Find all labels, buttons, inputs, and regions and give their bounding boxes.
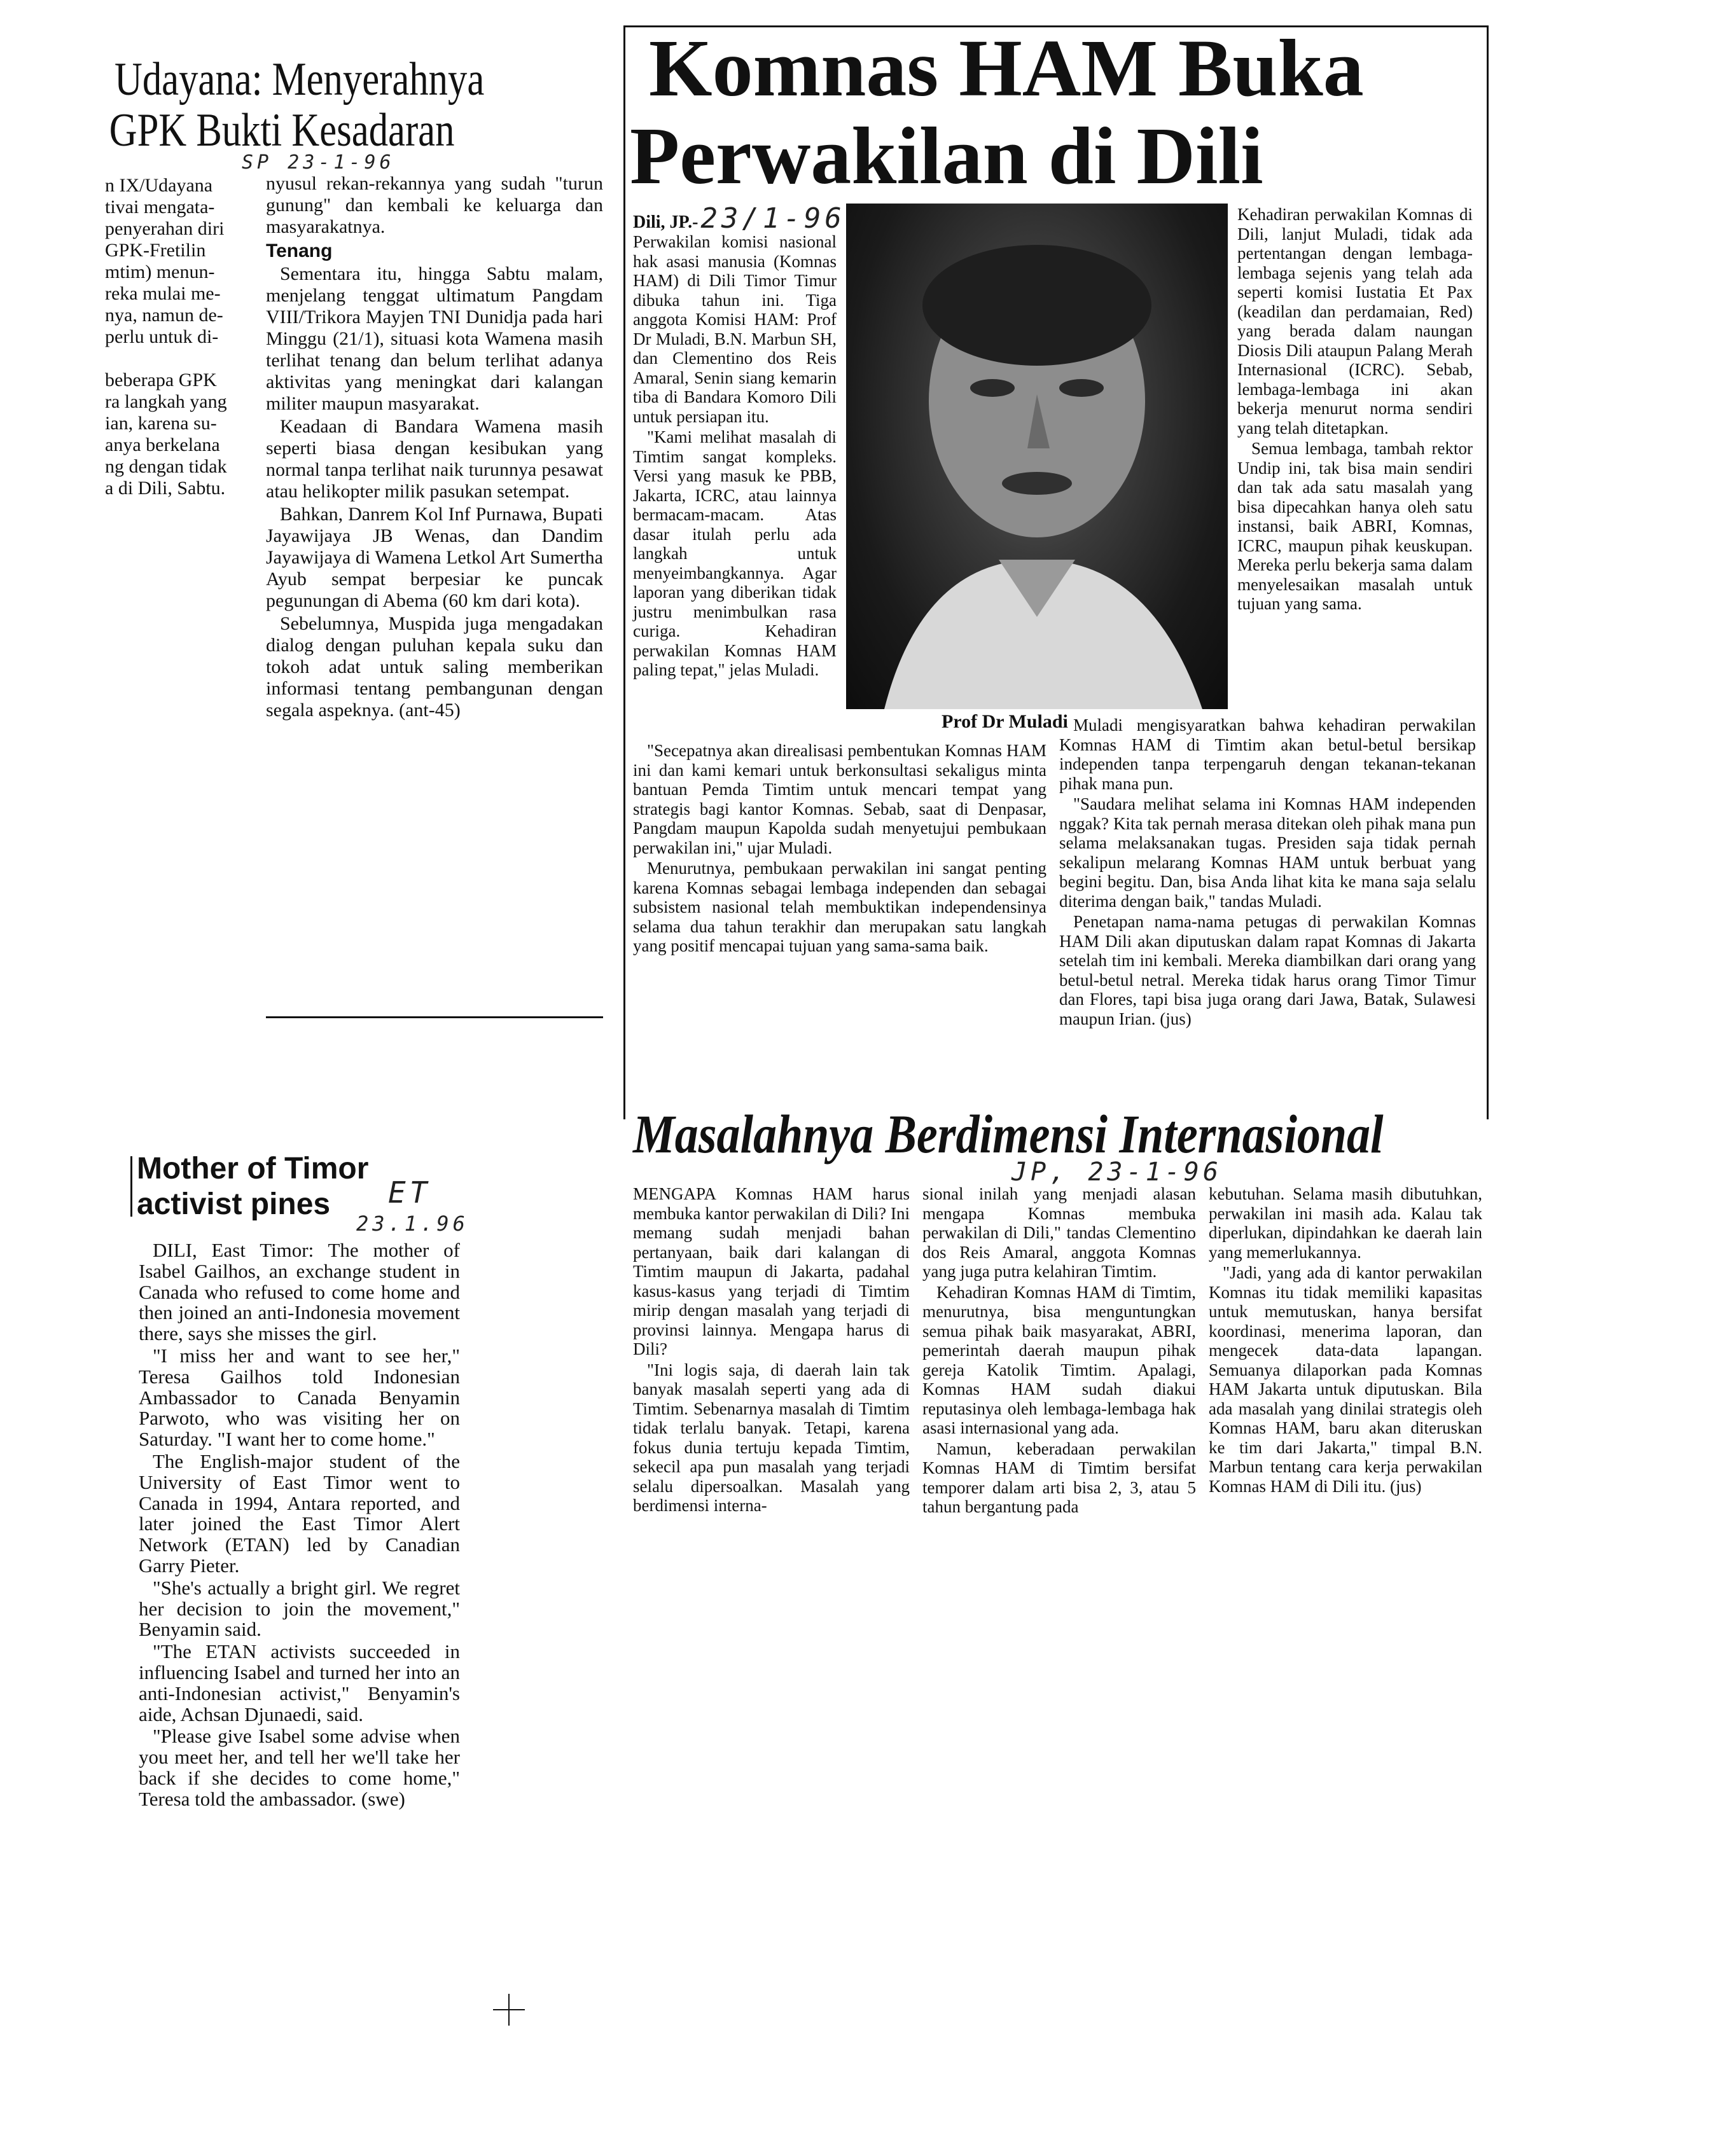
english-headline-line1: Mother of Timor: [137, 1152, 369, 1185]
left-fragment-column: [105, 175, 261, 499]
side-para: kebutuhan. Selama masih dibutuhkan, perwakilan ini masih ada. Kalau tak diperlukan, dipindahkan ke daerah lain yang memerlukannya.: [1209, 1184, 1482, 1262]
fragment-line: ra langkah yang: [105, 391, 227, 412]
side-handwritten-date: JP, 23-1-96: [1011, 1157, 1222, 1187]
portrait-illustration: [846, 204, 1228, 709]
left-para: Bahkan, Danrem Kol Inf Purnawa, Bupati Jayawijaya JB Wenas, dan Dandim Jayawijaya di Wamena Letkol Art Sumertha Ayub sempat berpesiar ke puncak pegunungan di Abema (60 km dari kota).: [266, 504, 603, 611]
main-para: Semua lembaga, tambah rektor Undip ini, tak bisa main sendiri dan tak ada satu masalah yang bisa dipecahkan hanya oleh satu instansi, baik ABRI, Komnas, ICRC, maupun pihak keuskupan. Mereka perlu bekerja sama dalam menyelesaikan masalah untuk tujuan yang sama.: [1237, 439, 1473, 613]
side-col3: [1209, 1184, 1482, 1497]
main-para: "Saudara melihat selama ini Komnas HAM independen nggak? Kita tak pernah merasa ditekan oleh pihak mana pun selama melaksanakan tugas. Presiden saja tidak pernah sekalipun melarang Komnas HAM untuk berbuat yang begini begitu. Dan, bisa Anda lihat kita ke mana saja selalu diterima dengan baik," tandas Muladi.: [1059, 794, 1476, 911]
fragment-line: ng dengan tidak: [105, 456, 227, 477]
main-col1-top: [633, 232, 837, 681]
fragment-line: ian, karena su-: [105, 413, 217, 434]
main-headline: [630, 24, 1482, 200]
english-para: "The ETAN activists succeeded in influencing Isabel and turned her into an anti-Indonesian activist," Benyamin's aide, Achsan Djunaedi, said.: [139, 1640, 460, 1725]
english-para: "Please give Isabel some advise when you meet her, and tell her we'll take her back if she decides to come home," Teresa told the ambassador. (swe): [139, 1725, 460, 1810]
main-dateline: Dili, JP.-: [633, 212, 699, 232]
side-para: "Ini logis saja, di daerah lain tak banyak masalah seperti yang ada di Timtim. Sebenarnya masalah di Timtim tidak terlalu banyak. Tetapi, karena fokus dunia tertuju kepada Timtim, sekecil apa pun masalah yang terjadi selalu dipersoalkan. Masalah yang berdimensi interna-: [633, 1360, 910, 1515]
english-headline: [137, 1151, 368, 1222]
fragment-line: beberapa GPK: [105, 370, 217, 390]
english-handwritten-tag: ET: [388, 1175, 431, 1210]
fragment-line: anya berkelana: [105, 434, 220, 455]
fragment-line: tivai mengata-: [105, 197, 215, 218]
main-headline-line2: Perwakilan di Dili: [630, 111, 1263, 201]
fragment-line: penyerahan diri: [105, 218, 225, 239]
main-para: Kehadiran perwakilan Komnas di Dili, lanjut Muladi, tidak ada pertentangan dengan lembaga-lembaga sejenis yang telah ada seperti komisi Iustatia Et Pax (keadilan dan perdamaian, Red) yang berada dalam naungan Diosis Dili ataupun Palang Merah Internasional (ICRC). Sebab, lembaga-lembaga ini akan bekerja menurut norma sendiri yang telah ditetapkan.: [1237, 205, 1473, 438]
fragment-line: reka mulai me-: [105, 283, 221, 304]
english-para: "I miss her and want to see her," Teresa Gailhos told Indonesian Ambassador to Canada Benyamin Parwoto, who was visiting her on Saturday. "I want her to come home.": [139, 1344, 460, 1451]
fragment-line: [105, 348, 261, 370]
english-para: "She's actually a bright girl. We regret her decision to join the movement," Benyamin said.: [139, 1576, 460, 1641]
left-headline: [109, 53, 522, 156]
english-para: DILI, East Timor: The mother of Isabel Gailhos, an exchange student in Canada who refused to come home and then joined an anti-Indonesia movement there, says she misses the girl.: [139, 1239, 460, 1345]
side-para: sional inilah yang menjadi alasan mengapa Komnas membuka perwakilan di Dili," tandas Clementino dos Reis Amaral, anggota Komnas yang juga putra kelahiran Timtim.: [922, 1184, 1196, 1281]
main-lead: Perwakilan komisi nasional hak asasi manusia (Komnas HAM) di Dili Timor Timur dibuka tahun ini. Tiga anggota Komisi HAM: Prof Dr Muladi, B.N. Marbun SH, dan Clementino dos Reis Amaral, Senin siang kemarin tiba di Bandara Komoro Dili untuk persiapan itu.: [633, 232, 837, 426]
main-para: Menurutnya, pembukaan perwakilan ini sangat penting karena Komnas sebagai lembaga independen dan sebagai subsistem nasional telah membuktikan independensinya selama dua tahun terakhir dan merupakan satu langkah yang positif mencapai tujuan yang sama-sama baik.: [633, 859, 1046, 955]
left-handwritten-date: SP 23-1-96: [242, 151, 395, 174]
english-column: [139, 1240, 460, 1811]
left-story-bottom-rule: [266, 1016, 603, 1018]
fragment-line: perlu untuk di-: [105, 326, 219, 347]
main-para: "Kami melihat masalah di Timtim sangat kompleks. Versi yang masuk ke PBB, Jakarta, ICRC, atau lainnya bermacam-macam. Atas dasar itulah perlu ada langkah untuk menyeimbangkannya. Agar laporan yang diberikan tidak justru menimbulkan rasa curiga. Kehadiran perwakilan Komnas HAM paling tepat," jelas Muladi.: [633, 427, 837, 679]
left-headline-line2: GPK Bukti Kesadaran: [109, 104, 455, 156]
side-headline: Masalahnya Berdimensi Internasional: [633, 1103, 1384, 1164]
main-headline-line1: Komnas HAM Buka: [649, 23, 1364, 113]
fragment-line: a di Dili, Sabtu.: [105, 478, 226, 499]
english-left-bracket: [130, 1156, 132, 1217]
muladi-photo: [846, 204, 1228, 709]
side-para: Namun, keberadaan perwakilan Komnas HAM di Timtim bersifat temporer dalam arti bisa 2, 3, atau 5 tahun bergantung pada: [922, 1439, 1196, 1516]
side-para: Kehadiran Komnas HAM di Timtim, menurutnya, bisa menguntungkan semua pihak baik masyarakat, ABRI, pemerintah daerah maupun pihak gereja Katolik Timtim. Apalagi, Komnas HAM sudah diakui reputasinya oleh lembaga-lembaga hak asasi internasional yang ada.: [922, 1282, 1196, 1437]
fragment-line: GPK-Fretilin: [105, 240, 206, 261]
main-bottom-left: [633, 741, 1046, 957]
left-para: Sebelumnya, Muspida juga mengadakan dialog dengan puluhan kepala suku dan tokoh adat untuk saling memberikan informasi tentang pembangunan dengan segala aspeknya. (ant-45): [266, 613, 603, 721]
english-handwritten-date: 23.1.96: [356, 1212, 469, 1236]
fragment-line: mtim) menun-: [105, 261, 215, 282]
crop-mark: [490, 1991, 528, 2029]
main-para: Muladi mengisyaratkan bahwa kehadiran perwakilan Komnas HAM di Timtim akan betul-betul bersikap independen tanpa terpengaruh dengan tekanan-tekanan pihak mana pun.: [1059, 715, 1476, 793]
main-box-right: [1487, 25, 1489, 1119]
main-box-left: [623, 25, 625, 1119]
main-para: "Secepatnya akan direalisasi pembentukan Komnas HAM ini dan kami kemari untuk berkonsultasi sekaligus minta bantuan Pemda Timtim untuk mencari tempat yang strategis bagi kantor Komnas. Sebab, saat di Denpasar, Pangdam maupun Kapolda sudah menyetujui pembukaan perwakilan ini," ujar Muladi.: [633, 741, 1046, 857]
left-para: Keadaan di Bandara Wamena masih seperti biasa dengan kesibukan yang normal tanpa terlihat naik turunnya pesawat atau helikopter milik pasukan setempat.: [266, 416, 603, 502]
english-headline-line2: activist pines: [137, 1187, 331, 1221]
side-para: MENGAPA Komnas HAM harus membuka kantor perwakilan di Dili? Ini memang sudah menjadi bahan pertanyaan, baik dari kalangan di Timtim maupun di Jakarta, padahal kasus-kasus yang terjadi di Timtim mirip dengan masalah yang terjadi di provinsi lainnya. Mengapa harus di Dili?: [633, 1184, 910, 1358]
english-para: The English-major student of the University of East Timor went to Canada in 1994, Antara reported, and later joined the East Timor Alert Network (ETAN) led by Canadian Garry Pieter.: [139, 1449, 460, 1577]
side-para: "Jadi, yang ada di kantor perwakilan Komnas itu tidak memiliki kapasitas untuk memutuskan, hanya bersifat koordinasi, menerima laporan, dan mengecek data-data lapangan. Semuanya dilaporkan pada Komnas HAM Jakarta untuk diputuskan. Bila ada masalah yang dinilai strategis oleh Komnas HAM, baru akan diteruskan ke tim dari Jakarta," timpal B.N. Marbun tentang cara kerja perwakilan Komnas HAM di Dili itu. (jus): [1209, 1263, 1482, 1496]
side-col2: [922, 1184, 1196, 1518]
main-dateline-row: [633, 202, 845, 235]
left-subhead: Tenang: [266, 240, 333, 261]
main-handwritten-date: 23/1-96: [700, 202, 845, 235]
left-body-column: [266, 173, 603, 722]
main-bottom-right: [1059, 715, 1476, 1030]
main-para: Penetapan nama-nama petugas di perwakilan Komnas HAM Dili akan diputuskan dalam rapat Komnas di Jakarta setelah tim ini kembali. Mereka diambilkan dari orang yang betul-betul netral. Mereka tidak harus orang Timor Timur dan Flores, tapi bisa juga orang dari Jawa, Batak, Sulawesi maupun Irian. (jus): [1059, 912, 1476, 1028]
side-col1: [633, 1184, 910, 1517]
main-col3-top: [1237, 205, 1473, 615]
left-headline-line1: Udayana: Menyerahnya: [115, 53, 485, 106]
fragment-line: n IX/Udayana: [105, 175, 213, 196]
photo-caption: Prof Dr Muladi: [942, 711, 1068, 732]
left-para-intro: nyusul rekan-rekannya yang sudah "turun gunung" dan kembali ke keluarga dan masyarakatnya.: [266, 173, 603, 237]
left-para: Sementara itu, hingga Sabtu malam, menjelang tenggat ultimatum Pangdam VIII/Trikora Mayjen TNI Dunidja pada hari Minggu (21/1), situasi kota Wamena masih terlihat tenang dan belum terlihat adanya aktivitas yang meningkat dari kalangan militer maupun masyarakat.: [266, 263, 603, 414]
fragment-line: nya, namun de-: [105, 305, 223, 326]
